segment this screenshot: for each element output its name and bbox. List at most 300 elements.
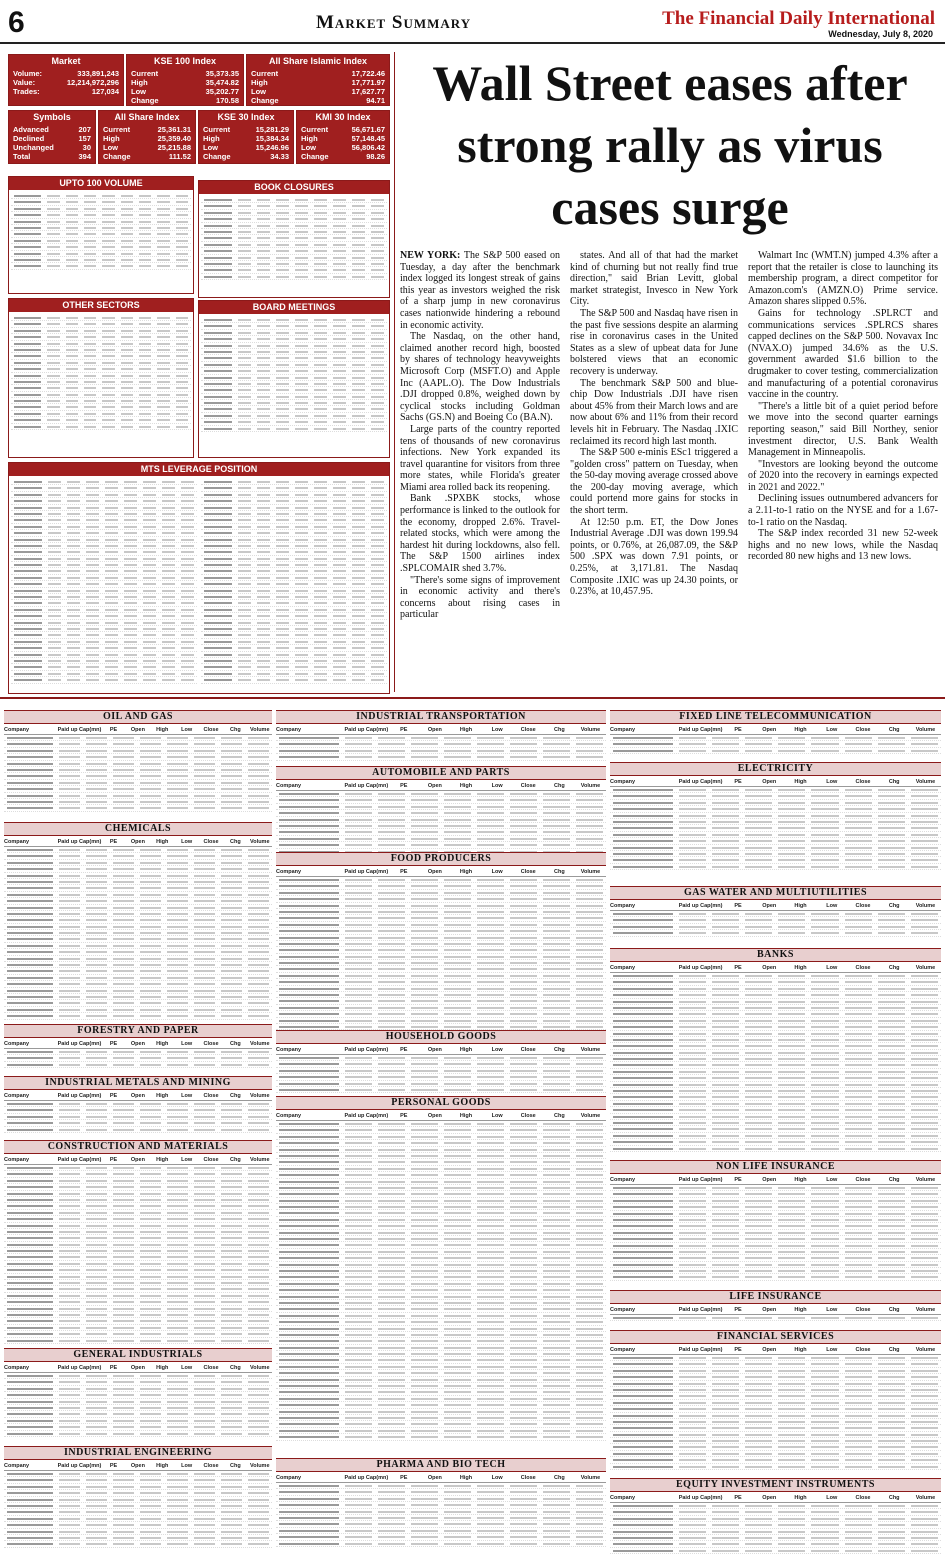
table-cell [878,1045,905,1047]
table-cell [345,924,372,926]
table-cell [59,1388,80,1390]
table-cell [778,1064,805,1066]
table-cell [878,1383,905,1385]
table-cell [613,1084,673,1086]
table-cell [194,1282,215,1284]
table-cell [345,806,372,808]
column-header: Close [855,903,871,909]
table-cell [139,253,151,255]
table-cell [221,1231,242,1233]
table-cell [911,1466,938,1468]
table-cell [477,892,504,894]
table-cell [48,609,61,611]
table-cell [371,609,384,611]
table-cell [248,1103,269,1105]
table-cell [238,622,251,624]
table-cell [86,750,107,752]
table-cell [167,1199,188,1201]
table-cell [845,1020,872,1022]
table-cell [167,1205,188,1207]
column-header: PE [109,1093,118,1099]
table-cell [157,387,169,389]
table-cell [221,1116,242,1118]
table-cell [477,1504,504,1506]
table-cell [510,1026,537,1028]
table-cell [67,577,80,579]
table-cell [143,622,156,624]
table-cell [143,551,156,553]
table-cell [345,1232,372,1234]
sector-food: FOOD PRODUCERS [276,852,606,866]
table-cell [613,1096,673,1098]
table-cell [86,990,107,992]
table-nonlife [610,1176,941,1281]
column-header: Open [130,839,145,845]
table-cell [47,246,59,248]
table-cell [345,1161,372,1163]
table-cell [878,1058,905,1060]
table-cell [345,1296,372,1298]
table-cell [911,750,938,752]
table-cell [7,1518,53,1520]
label: Current [103,125,131,134]
table-cell [444,737,471,739]
table-cell [371,660,384,662]
table-cell [176,253,188,255]
table-cell [276,325,289,327]
table-cell [84,195,96,197]
table-cell [86,900,107,902]
table-cell [47,265,59,267]
table-cell [238,500,251,502]
table-cell [745,815,772,817]
table-cell [911,1213,938,1215]
table-cell [778,808,805,810]
table-cell [66,394,78,396]
table-cell [613,913,673,915]
table-row [11,424,191,430]
table-header [4,838,272,847]
table-cell [295,231,308,233]
table-cell [221,938,242,940]
table-cell [378,885,405,887]
table-cell [59,862,80,864]
table-cell [712,1511,739,1513]
table-cell [86,1375,107,1377]
table-cell [48,679,61,681]
table-cell [745,1141,772,1143]
table-cell [113,1218,134,1220]
table-cell [113,938,134,940]
table-cell [778,866,805,868]
table-cell [66,343,78,345]
table-cell [613,1206,673,1208]
table-cell [778,827,805,829]
column-header: PE [734,1347,742,1353]
table-cell [444,1206,471,1208]
table-cell [204,570,232,572]
table-cell [543,1000,570,1002]
table-cell [59,1531,80,1533]
table-cell [248,932,269,934]
table-cell [778,821,805,823]
table-cell [248,919,269,921]
table-cell [248,801,269,803]
table-cell [257,225,270,227]
table-cell [444,793,471,795]
table-cell [257,570,270,572]
label: Declined [13,134,45,143]
table-cell [911,853,938,855]
table-cell [778,750,805,752]
table-cell [257,622,270,624]
table-cell [176,317,188,319]
column-header: Company [4,1093,30,1099]
table-cell [86,1002,107,1004]
table-cell [102,394,114,396]
table-cell [613,1270,673,1272]
table-cell [333,577,346,579]
table-cell [113,737,134,739]
table-cell [613,853,673,855]
table-cell [257,558,270,560]
table-cell [378,1328,405,1330]
table-cell [7,1116,53,1118]
table-cell [477,1007,504,1009]
table-cell [238,319,251,321]
table-cell [712,1383,739,1385]
table-cell [7,1015,53,1017]
table-cell [194,875,215,877]
table-cell [878,853,905,855]
column-header: Volume [580,1475,601,1481]
table-cell [257,519,270,521]
table-cell [352,237,365,239]
table-cell [279,1328,339,1330]
table-cell [411,911,438,913]
value: 333,891,243 [77,69,119,78]
table-cell [113,1122,134,1124]
table-cell [333,218,346,220]
table-cell [911,1206,938,1208]
table-cell [576,1289,603,1291]
table-cell [543,1244,570,1246]
table-cell [345,750,372,752]
table-header [4,1040,272,1049]
table-cell [140,1009,161,1011]
column-header: High [794,1347,807,1353]
column-header: Volume [580,869,601,875]
table-cell [121,343,133,345]
table-cell [811,1363,838,1365]
table-cell [411,1123,438,1125]
table-cell [279,1149,339,1151]
kse100-title: KSE 100 Index [127,55,243,68]
table-cell [679,1058,706,1060]
table-cell [745,1251,772,1253]
table-cell [140,990,161,992]
table-cell [84,394,96,396]
table-cell [811,1427,838,1429]
table-cell [371,244,384,246]
column-header: Close [520,727,536,733]
table-cell [66,362,78,364]
table-cell [745,1415,772,1417]
table-cell [679,1109,706,1111]
table-cell [778,988,805,990]
table-cell [248,1426,269,1428]
table-cell [444,956,471,958]
table-cell [778,1148,805,1150]
table-cell [221,1199,242,1201]
table-cell [576,1200,603,1202]
table-cell [238,615,251,617]
column-header: High [794,1495,807,1501]
table-cell [712,932,739,934]
table-cell [333,487,346,489]
table-cell [613,975,673,977]
table-cell [221,1401,242,1403]
table-cell [333,364,346,366]
table-cell [845,1245,872,1247]
table-cell [14,481,42,483]
table-cell [477,1498,504,1500]
table-cell [105,526,118,528]
table-cell [576,1149,603,1151]
table-cell [86,1308,107,1310]
table-cell [745,1395,772,1397]
table-cell [845,834,872,836]
table-cell [613,1033,673,1035]
table-cell [510,1302,537,1304]
table-cell [352,396,365,398]
table-cell [712,1077,739,1079]
table-cell [14,330,41,332]
table-cell [105,660,118,662]
table-cell [712,821,739,823]
table-cell [778,1077,805,1079]
table-cell [204,487,232,489]
table-cell [59,926,80,928]
table-cell [345,1168,372,1170]
table-cell [47,375,59,377]
table-cell [47,381,59,383]
table-cell [67,679,80,681]
table-cell [7,807,53,809]
table-cell [279,737,339,739]
table-cell [378,806,405,808]
table-cell [279,988,339,990]
table-cell [194,1122,215,1124]
column-header: Volume [250,1041,270,1047]
table-cell [911,1077,938,1079]
table-cell [105,570,118,572]
table-cell [878,1357,905,1359]
table-cell [279,1283,339,1285]
table-cell [477,879,504,881]
upto100-table [11,193,191,270]
value: 35,474.82 [205,78,239,87]
table-cell [257,370,270,372]
table-cell [59,1057,80,1059]
table-cell [7,951,53,953]
table-cell [84,362,96,364]
table-cell [845,1389,872,1391]
table-cell [911,1251,938,1253]
table-cell [7,1388,53,1390]
table-cell [257,218,270,220]
table-cell [139,349,151,351]
table-row [610,1548,941,1554]
table-cell [911,789,938,791]
column-header: PE [400,869,408,875]
table-cell [878,815,905,817]
table-row [610,1315,941,1321]
column-header: PE [109,1157,118,1163]
table-cell [167,1116,188,1118]
table-cell [477,1485,504,1487]
table-cell [712,827,739,829]
table-cell [124,526,137,528]
table-cell [66,259,78,261]
table-cell [86,970,107,972]
table-cell [613,1357,673,1359]
table-cell [510,1174,537,1176]
table-cell [295,634,308,636]
article-paragraph: The S&P 500 and Nasdaq have risen in the past five sessions despite an alarming rise in coronavirus cases in the United States as a slew of upbeat data for June bolstered views that an economic recovery is underway. [570,307,738,377]
table-cell [845,1193,872,1195]
table-cell [345,1076,372,1078]
table-cell [59,1015,80,1017]
table-cell [204,679,232,681]
table-cell [745,1103,772,1105]
table-cell [613,1148,673,1150]
table-cell [444,756,471,758]
table-cell [204,634,232,636]
table-cell [745,737,772,739]
table-cell [911,1103,938,1105]
table-cell [59,1401,80,1403]
table-cell [105,558,118,560]
table-cell [48,570,61,572]
table-cell [911,1363,938,1365]
table-cell [59,951,80,953]
column-header: High [156,839,169,845]
table-cell [7,1524,53,1526]
table-cell [59,1479,80,1481]
table-cell [295,513,308,515]
table-cell [345,793,372,795]
table-cell [745,1045,772,1047]
table-cell [811,1402,838,1404]
table-cell [86,1250,107,1252]
table-cell [86,622,99,624]
table-cell [113,1413,134,1415]
table-cell [378,1353,405,1355]
table-cell [257,654,270,656]
table-cell [121,259,133,261]
table-cell [444,1536,471,1538]
table-cell [712,1434,739,1436]
table-cell [411,1398,438,1400]
table-cell [345,911,372,913]
table-cell [845,1096,872,1098]
table-cell [59,737,80,739]
table-cell [48,583,61,585]
table-cell [811,1518,838,1520]
table-cell [477,1026,504,1028]
table-cell [444,1129,471,1131]
table-cell [911,737,938,739]
table-cell [121,387,133,389]
table-cell [276,654,289,656]
table-cell [181,666,194,668]
table-cell [314,370,327,372]
table-cell [543,911,570,913]
table-cell [248,1231,269,1233]
table-cell [845,737,872,739]
table-cell [911,1402,938,1404]
table-cell [878,1148,905,1150]
table-cell [333,257,346,259]
table-cell [845,988,872,990]
table-cell [279,1187,339,1189]
table-cell [543,1193,570,1195]
table-cell [613,1135,673,1137]
table-cell [543,1057,570,1059]
table-cell [333,590,346,592]
table-cell [510,1020,537,1022]
table-cell [295,250,308,252]
label: Change [251,96,279,105]
table-cell [86,1486,107,1488]
table-cell [162,622,175,624]
table-cell [543,1436,570,1438]
table-cell [279,1276,339,1278]
table-cell [67,558,80,560]
table-cell [204,377,232,379]
table-cell [911,975,938,977]
table-cell [194,1537,215,1539]
table-cell [59,1122,80,1124]
table-cell [279,1372,339,1374]
table-cell [679,913,706,915]
table-cell [576,1302,603,1304]
table-cell [86,1276,107,1278]
column-header: Close [855,1347,871,1353]
table-cell [778,1238,805,1240]
table-cell [140,849,161,851]
table-cell [613,1116,673,1118]
table-cell [352,596,365,598]
table-cell [679,1148,706,1150]
table-cell [257,364,270,366]
table-cell [345,994,372,996]
table-cell [878,913,905,915]
table-cell [345,1430,372,1432]
table-cell [248,1250,269,1252]
table-cell [371,558,384,560]
table-cell [276,647,289,649]
table-cell [712,1370,739,1372]
table-cell [444,1379,471,1381]
table-cell [66,233,78,235]
table-cell [333,647,346,649]
table-cell [811,1440,838,1442]
table-cell [576,892,603,894]
table-cell [878,1141,905,1143]
table-cell [86,641,99,643]
